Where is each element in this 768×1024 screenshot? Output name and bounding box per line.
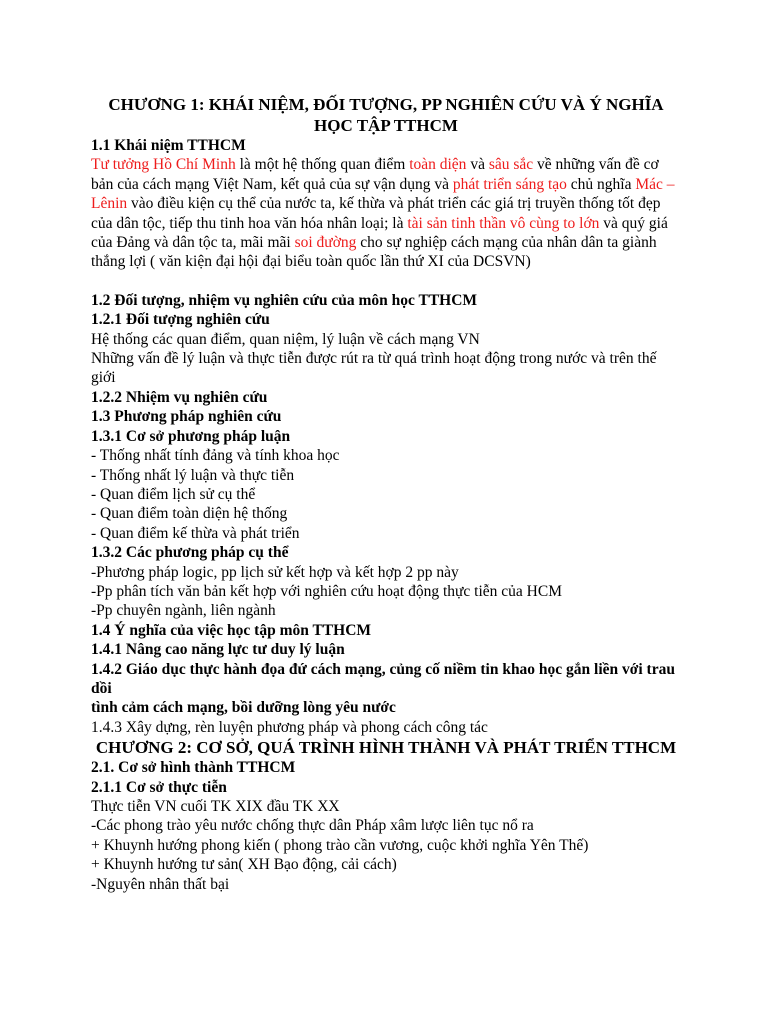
highlight-term: sâu sắc bbox=[488, 156, 534, 174]
heading-1-3-1: 1.3.1 Cơ sở phương pháp luận bbox=[91, 427, 291, 445]
heading-1-3-2: 1.3.2 Các phương pháp cụ thể bbox=[91, 544, 289, 562]
list-item: + Khuynh hướng phong kiến ( phong trào cần vương, cuộc khởi nghĩa Yên Thế) bbox=[91, 836, 589, 854]
text-run: và quý giá của Đảng và dân tộc ta, mãi mãi bbox=[91, 214, 668, 252]
list-item: - Thống nhất lý luận và thực tiễn bbox=[91, 466, 295, 484]
highlight-term: Tư tưởng Hồ Chí Minh bbox=[91, 156, 236, 174]
text-run: về những vấn đề cơ bản của cách mạng Việt Nam, kết quả của sự vận dụng và bbox=[91, 156, 659, 193]
document-body bbox=[91, 94, 681, 894]
paragraph: Những vấn đề lý luận và thực tiễn được rút ra từ quá trình hoạt động trong nước và trên thế giới bbox=[91, 350, 657, 387]
heading-1-2-2: 1.2.2 Nhiệm vụ nghiên cứu bbox=[91, 388, 268, 406]
definition-paragraph bbox=[91, 155, 681, 271]
list-item: -Pp chuyên ngành, liên ngành bbox=[91, 602, 276, 620]
list-item: - Quan điểm toàn diện hệ thống bbox=[91, 505, 288, 523]
list-item: Thực tiễn VN cuối TK XIX đầu TK XX bbox=[91, 798, 340, 815]
list-item: -Phương pháp logic, pp lịch sử kết hợp và kết hợp 2 pp này bbox=[91, 563, 459, 581]
text-run: chủ nghĩa bbox=[566, 175, 636, 193]
list-item: + Khuynh hướng tư sản( XH Bạo động, cải cách) bbox=[91, 856, 397, 874]
heading-1-4-2-continued: tình cảm cách mạng, bồi dưỡng lòng yêu nước bbox=[91, 699, 396, 717]
list-item: -Các phong trào yêu nước chống thực dân Pháp xâm lược liên tục nổ ra bbox=[91, 817, 534, 835]
list-item: - Thống nhất tính đảng và tính khoa học bbox=[91, 447, 340, 465]
highlight-term: soi đường bbox=[294, 234, 357, 252]
heading-1-2: 1.2 Đối tượng, nhiệm vụ nghiên cứu của môn học TTHCM bbox=[91, 291, 478, 309]
chapter-2-title: CHƯƠNG 2: CƠ SỞ, QUÁ TRÌNH HÌNH THÀNH VÀ PHÁT TRIỂN TTHCM bbox=[95, 738, 677, 758]
highlight-term: toàn diện bbox=[409, 156, 467, 174]
list-item: -Nguyên nhân thất bại bbox=[91, 875, 230, 893]
heading-2-1-1: 2.1.1 Cơ sở thực tiễn bbox=[91, 778, 227, 796]
text-run: là một hệ thống quan điểm bbox=[235, 156, 410, 174]
highlight-term: Mác – Lênin bbox=[91, 175, 675, 213]
paragraph: Hệ thống các quan điểm, quan niệm, lý luận về cách mạng VN bbox=[91, 330, 480, 348]
highlight-term: phát triển sáng tạo bbox=[452, 175, 567, 193]
list-item: - Quan điểm kế thừa và phát triển bbox=[91, 524, 300, 542]
text-run: vào điều kiện cụ thể của nước ta, kế thừa và phát triển các giá trị truyền thống tốt đẹp của dân tộc, tiếp thu tinh hoa văn hóa nhân loại; là bbox=[91, 195, 661, 232]
heading-1-1: 1.1 Khái niệm TTHCM bbox=[91, 137, 246, 154]
blank-line bbox=[91, 272, 681, 291]
heading-1-4: 1.4 Ý nghĩa của việc học tập môn TTHCM bbox=[91, 621, 372, 639]
paragraph: 1.4.3 Xây dựng, rèn luyện phương pháp và phong cách công tác bbox=[91, 718, 488, 736]
text-run: cho sự nghiệp cách mạng của nhân dân ta giành thắng lợi ( văn kiện đại hội đại biểu toàn quốc lần thứ XI của DCSVN) bbox=[91, 234, 657, 271]
heading-1-4-2: 1.4.2 Giáo dục thực hành đọa đứ cách mạng, củng cố niềm tin khao học gắn liền với trau dồi bbox=[91, 660, 675, 697]
heading-2-1: 2.1. Cơ sở hình thành TTHCM bbox=[91, 759, 296, 777]
heading-1-4-1: 1.4.1 Nâng cao năng lực tư duy lý luận bbox=[91, 641, 345, 659]
highlight-term: tài sản tinh thần vô cùng to lớn bbox=[407, 214, 600, 232]
list-item: -Pp phân tích văn bản kết hợp với nghiên cứu hoạt động thực tiễn của HCM bbox=[91, 582, 562, 600]
chapter-1-title: CHƯƠNG 1: KHÁI NIỆM, ĐỐI TƯỢNG, PP NGHIÊN CỨU VÀ Ý NGHĨA HỌC TẬP TTHCM bbox=[108, 95, 664, 135]
text-run: và bbox=[466, 156, 489, 174]
heading-1-2-1: 1.2.1 Đối tượng nghiên cứu bbox=[91, 311, 270, 329]
heading-1-3: 1.3 Phương pháp nghiên cứu bbox=[91, 408, 282, 426]
list-item: - Quan điểm lịch sử cụ thể bbox=[91, 485, 256, 503]
